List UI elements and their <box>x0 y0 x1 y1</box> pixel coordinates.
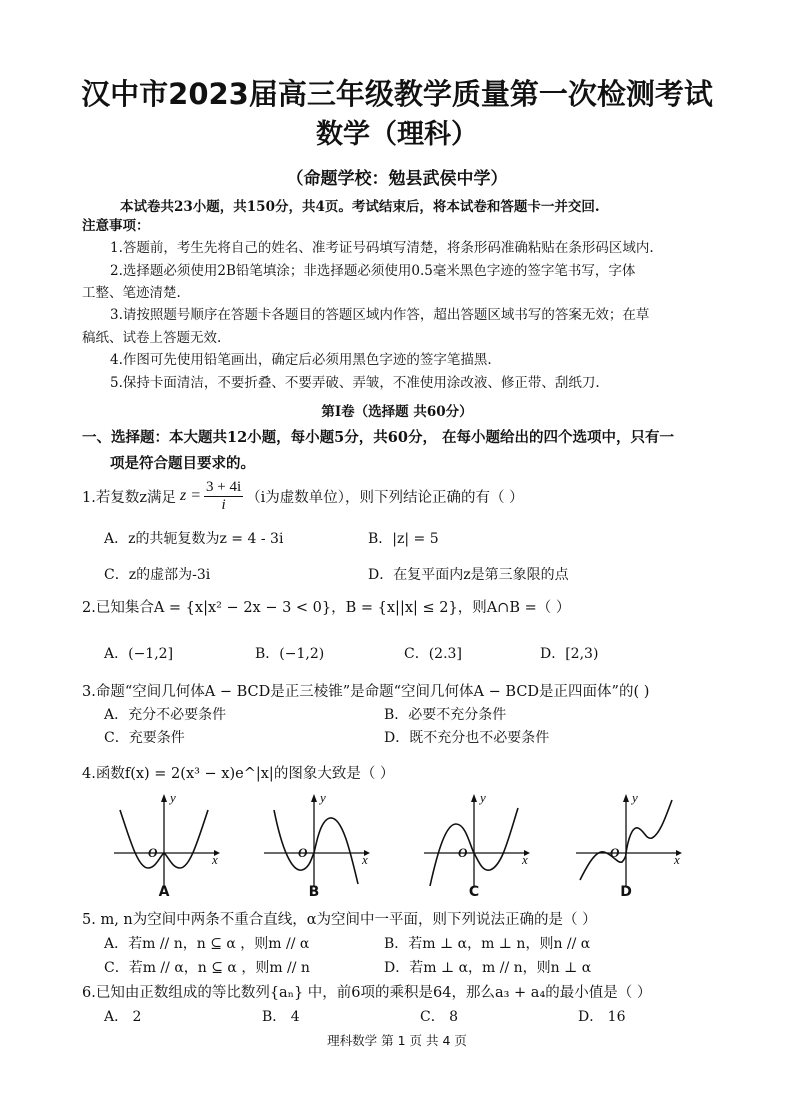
q3-option-b: B．必要不充分条件 <box>384 707 507 723</box>
q5-option-d: D．若m ⊥ α，m // n，则n ⊥ α <box>384 960 592 976</box>
notice-item-2-cont: 工整、笔迹清楚. <box>82 285 181 301</box>
q2-option-c: C．(2.3] <box>404 646 462 662</box>
question-1-stem <box>82 474 524 518</box>
question-5-stem: 5. m, n为空间中两条不重合直线，α为空间中一平面，则下列说法正确的是（ ） <box>82 912 597 928</box>
intro-line: 本试卷共23小题，共150分，共4页。考试结束后，将本试卷和答题卡一并交回. <box>120 199 600 215</box>
school-line: （命题学校：勉县武侯中学） <box>286 169 508 189</box>
q1-fraction-numerator: 3 + 4i <box>206 478 242 495</box>
section-heading-line1: 一、选择题：本大题共12小题，每小题5分，共60分， 在每小题给出的四个选项中，只有一 <box>82 429 674 446</box>
q1-suffix: （i为虚数单位），则下列结论正确的有（ ） <box>246 489 524 506</box>
notice-item-3: 3.请按照题号顺序在答题卡各题目的答题区域内作答，超出答题区域书写的答案无效；在草 <box>110 307 650 323</box>
q4-graph-d-label: D <box>620 884 632 900</box>
q5-option-c: C．若m // α，n ⊆ α ，则m // n <box>104 960 310 976</box>
svg-text:y: y <box>320 790 326 805</box>
svg-text:x: x <box>522 852 528 867</box>
question-3-stem: 3.命题“空间几何体A − BCD是正三棱锥”是命题“空间几何体A − BCD是正四面体”的( ) <box>82 684 650 700</box>
question-4-stem: 4.函数f(x) = 2(x³ − x)e^|x|的图象大致是（ ） <box>82 766 395 782</box>
q4-graph-b-label: B <box>308 884 320 900</box>
q1-option-a: A．z的共轭复数为z = 4 - 3i <box>104 531 284 547</box>
notice-heading: 注意事项： <box>82 218 150 234</box>
q5-option-b: B．若m ⊥ α，m ⊥ n，则n // α <box>384 936 591 952</box>
svg-text:O: O <box>458 845 468 860</box>
svg-text:x: x <box>212 852 218 867</box>
q4-graph-d <box>570 790 700 890</box>
q4-graph-a-label: A <box>158 884 170 900</box>
q5-option-a: A．若m // n，n ⊆ α ，则m // α <box>104 936 310 952</box>
notice-item-2: 2.选择题必须使用2B铅笔填涂；非选择题必须使用0.5毫米黑色字迹的签字笔书写，字体 <box>110 263 636 279</box>
q1-fraction-denominator: i <box>221 496 226 513</box>
q1-lhs: z = <box>179 487 202 504</box>
notice-item-1: 1.答题前，考生先将自己的姓名、准考证号码填写清楚，将条形码准确粘贴在条形码区域内. <box>110 240 654 256</box>
svg-text:x: x <box>362 852 368 867</box>
notice-item-4: 4.作图可先使用铅笔画出，确定后必须用黑色字迹的签字笔描黑. <box>110 352 492 368</box>
q3-option-a: A．充分不必要条件 <box>104 707 227 723</box>
q6-option-c: C． 8 <box>420 1009 459 1025</box>
exam-title: 汉中市2023届高三年级教学质量第一次检测考试 <box>81 77 713 111</box>
section-heading-line2: 项是符合题目要求的。 <box>110 455 255 472</box>
svg-text:O: O <box>610 845 620 860</box>
q1-prefix: 1.若复数z满足 <box>82 489 176 506</box>
q3-option-d: D．既不充分也不必要条件 <box>384 730 550 746</box>
q2-option-b: B．(−1,2) <box>255 646 325 662</box>
q4-graph-c-label: C <box>468 884 480 900</box>
question-2-stem: 2.已知集合A = {x|x² − 2x − 3 < 0}，B = {x||x| ≤ 2}，则A∩B =（ ） <box>82 600 571 616</box>
svg-text:y: y <box>480 790 486 805</box>
q1-fraction <box>204 479 243 514</box>
q2-option-d: D．[2,3) <box>540 646 599 662</box>
svg-text:y: y <box>632 790 638 805</box>
svg-text:y: y <box>170 790 176 805</box>
q3-option-c: C．充要条件 <box>104 730 185 746</box>
notice-item-3-cont: 稿纸、试卷上答题无效. <box>82 330 222 346</box>
question-6-stem: 6.已知由正数组成的等比数列{aₙ} 中，前6项的乘积是64，那么a₃ + a₄的最小值是（ ） <box>82 985 652 1001</box>
svg-text:O: O <box>148 845 158 860</box>
q4-graph-b <box>258 790 388 890</box>
q4-graph-c <box>418 790 548 890</box>
q6-option-d: D． 16 <box>578 1009 626 1025</box>
q1-option-c: C．z的虚部为-3i <box>104 567 211 583</box>
q6-option-b: B． 4 <box>262 1009 300 1025</box>
svg-text:O: O <box>298 845 308 860</box>
q4-graph-a <box>108 790 238 890</box>
q1-option-d: D．在复平面内z是第三象限的点 <box>368 567 569 583</box>
page-footer: 理科数学 第 1 页 共 4 页 <box>327 1033 467 1048</box>
q2-option-a: A．(−1,2] <box>104 646 174 662</box>
notice-item-5: 5.保持卡面清洁，不要折叠、不要弄破、弄皱，不准使用涂改液、修正带、刮纸刀. <box>110 375 600 391</box>
svg-text:x: x <box>674 852 680 867</box>
part-heading: 第Ⅰ卷（选择题 共60分） <box>321 404 473 420</box>
q6-option-a: A． 2 <box>104 1009 142 1025</box>
subject-title: 数学（理科） <box>316 119 478 150</box>
q1-option-b: B．|z| = 5 <box>368 531 439 547</box>
